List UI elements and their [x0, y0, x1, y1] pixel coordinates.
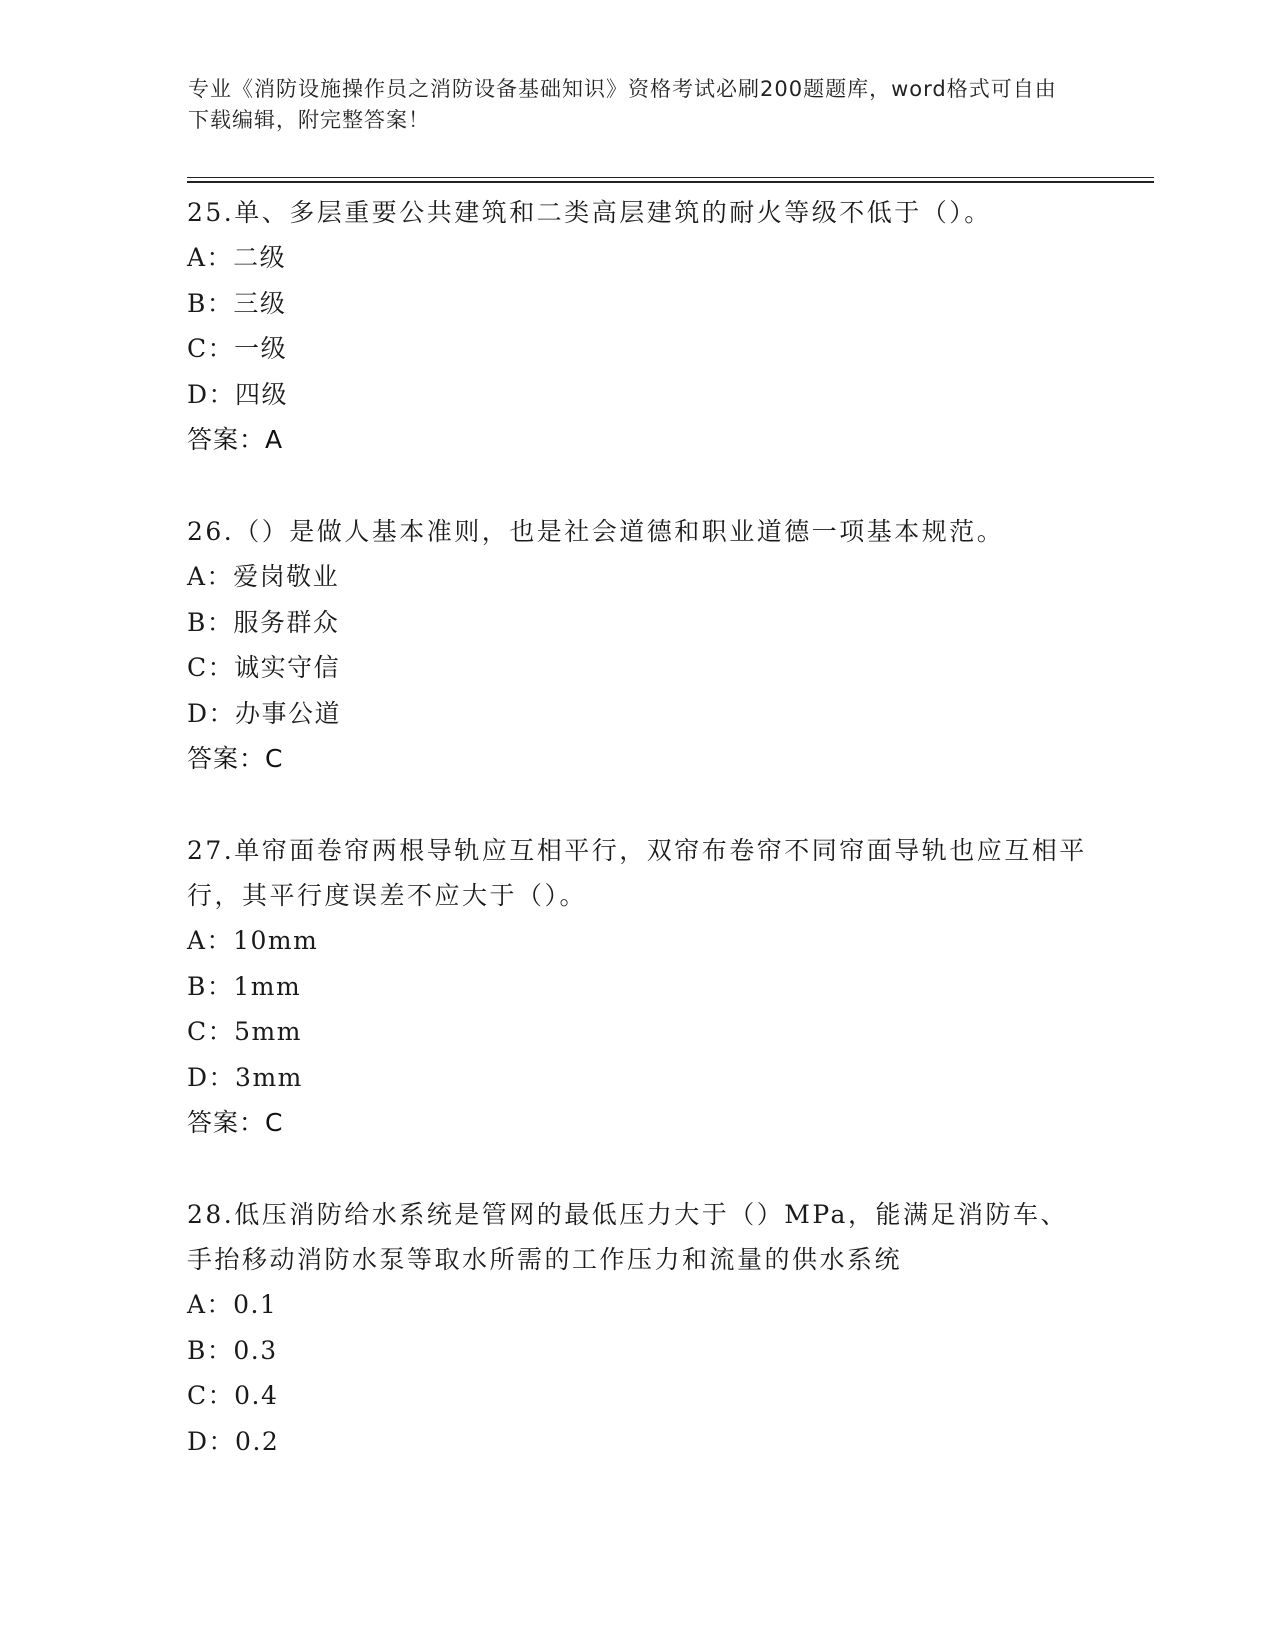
option-d: [187, 1419, 1087, 1465]
option-letter: D：: [187, 379, 236, 409]
option-d: [187, 1055, 1087, 1101]
question-stem: 27.单帘面卷帘两根导轨应互相平行，双帘布卷帘不同帘面导轨也应互相平行，其平行度误差不应大于（）。: [187, 836, 1087, 910]
option-text: 1mm: [233, 971, 302, 1001]
option-letter: C：: [187, 334, 235, 363]
option-text: 0.2: [235, 1426, 280, 1456]
option-c: [187, 1009, 1087, 1055]
question-item: [187, 190, 1087, 463]
option-letter: D：: [187, 698, 236, 728]
option-b: [187, 600, 1087, 646]
document-header: 专业《消防设施操作员之消防设备基础知识》资格考试必刷200题题库，word格式可自由下载编辑，附完整答案！: [188, 77, 1057, 132]
question-stem: 25.单、多层重要公共建筑和二类高层建筑的耐火等级不低于（）。: [187, 198, 992, 227]
option-text: 10mm: [233, 926, 319, 955]
option-text: 三级: [233, 288, 287, 318]
answer-line: 答案：A: [187, 425, 284, 454]
question-list: [187, 190, 1087, 1510]
option-letter: B：: [187, 1335, 234, 1365]
option-b: [187, 964, 1087, 1010]
option-text: 5mm: [234, 1017, 302, 1046]
question-item: [187, 828, 1087, 1146]
header-divider-thick: [187, 181, 1154, 183]
option-letter: B：: [187, 971, 234, 1001]
answer-line: 答案：C: [187, 1108, 284, 1137]
option-c: [187, 1373, 1087, 1419]
option-letter: A：: [187, 243, 234, 272]
question-stem: 28.低压消防给水系统是管网的最低压力大于（）MPa，能满足消防车、手抬移动消防水泵等取水所需的工作压力和流量的供水系统: [187, 1200, 1068, 1274]
option-text: 四级: [235, 379, 289, 409]
option-text: 0.4: [234, 1381, 279, 1410]
option-a: [187, 554, 1087, 600]
option-letter: C：: [187, 653, 235, 682]
option-letter: D：: [187, 1426, 236, 1456]
question-stem: 26.（）是做人基本准则，也是社会道德和职业道德一项基本规范。: [187, 517, 1005, 546]
option-text: 0.1: [233, 1290, 278, 1319]
option-text: 0.3: [233, 1335, 278, 1365]
option-letter: A：: [187, 1290, 234, 1319]
option-letter: D：: [187, 1062, 236, 1092]
option-b: [187, 1328, 1087, 1374]
option-b: [187, 281, 1087, 327]
option-text: 3mm: [235, 1062, 303, 1092]
option-text: 服务群众: [233, 607, 340, 637]
option-d: [187, 691, 1087, 737]
answer-line: 答案：C: [187, 744, 284, 773]
option-letter: B：: [187, 288, 234, 318]
option-text: 一级: [234, 334, 288, 363]
option-letter: A：: [187, 926, 234, 955]
question-item: [187, 1192, 1087, 1464]
option-letter: C：: [187, 1017, 235, 1046]
option-a: [187, 1282, 1087, 1328]
option-c: [187, 645, 1087, 691]
header-divider-thin: [187, 177, 1154, 178]
option-text: 二级: [233, 243, 287, 272]
option-letter: C：: [187, 1381, 235, 1410]
question-item: [187, 509, 1087, 782]
option-text: 诚实守信: [234, 653, 341, 682]
option-text: 办事公道: [235, 698, 342, 728]
option-letter: B：: [187, 607, 234, 637]
option-a: [187, 235, 1087, 281]
option-text: 爱岗敬业: [233, 562, 340, 591]
option-a: [187, 918, 1087, 964]
option-letter: A：: [187, 562, 234, 591]
option-c: [187, 326, 1087, 372]
option-d: [187, 372, 1087, 418]
